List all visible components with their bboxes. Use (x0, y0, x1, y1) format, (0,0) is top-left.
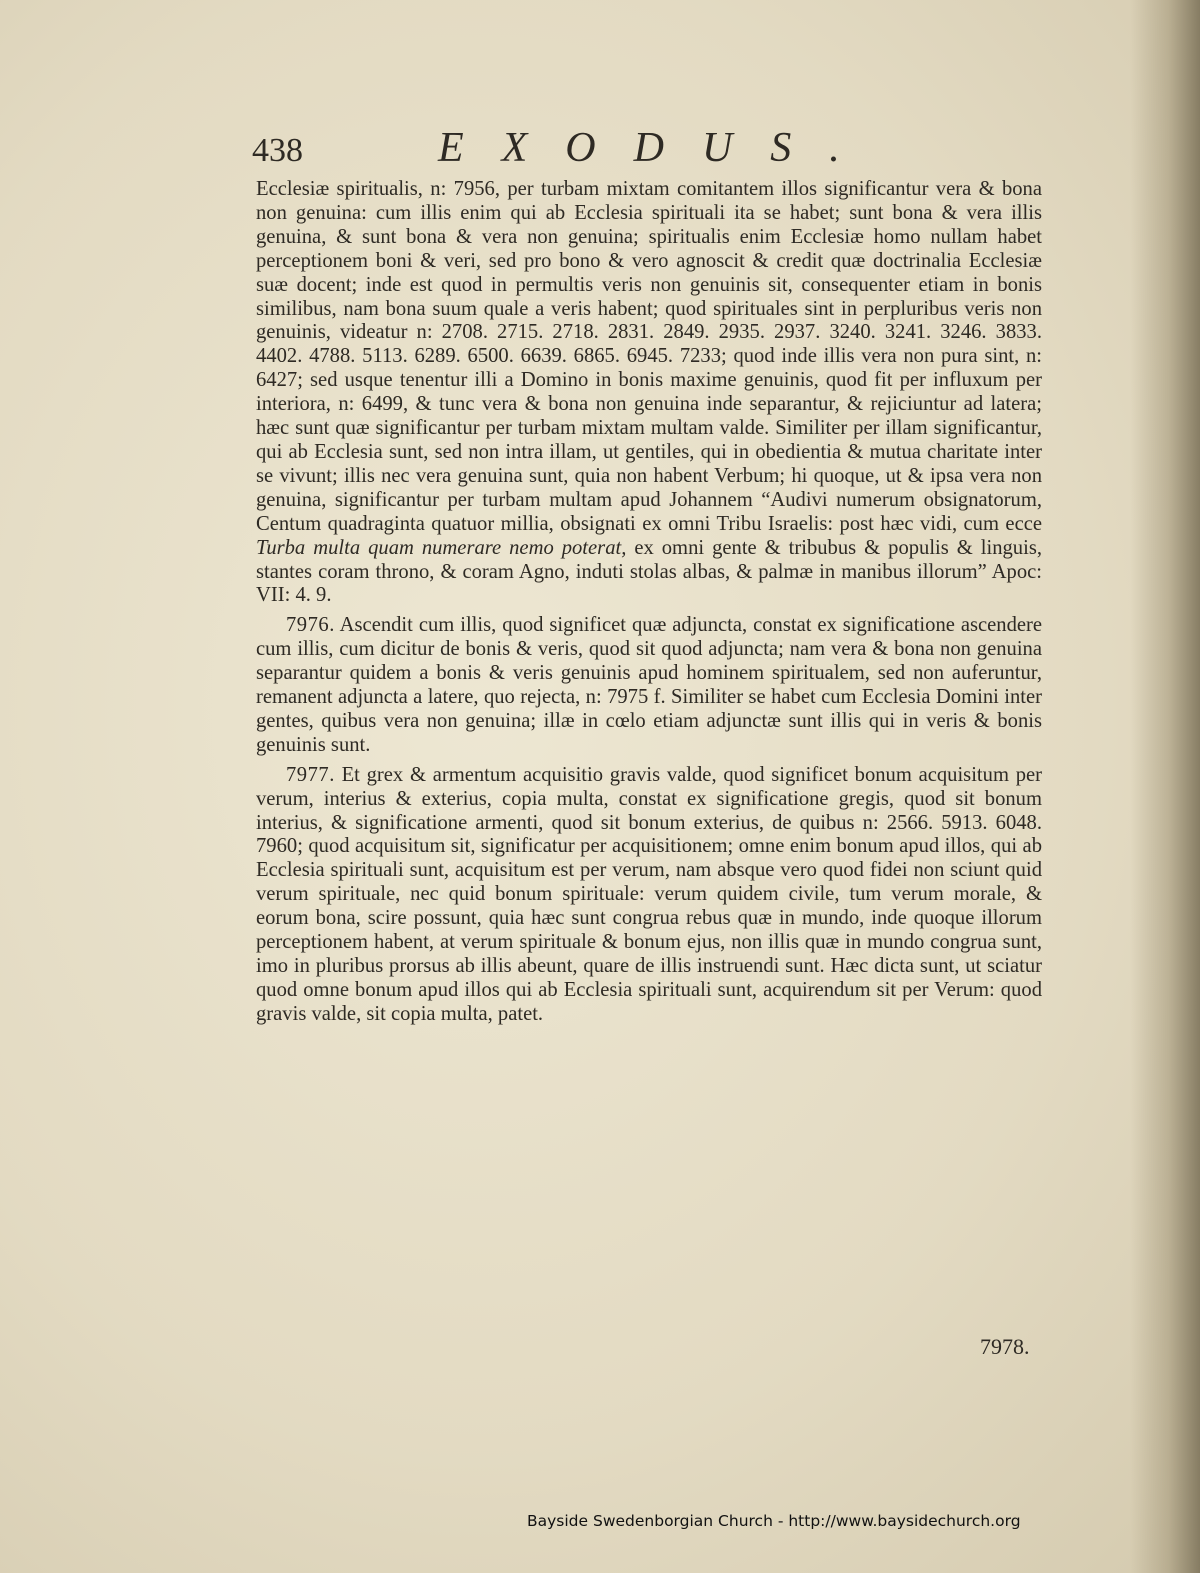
italic-quote: Turba multa quam numerare nemo poterat, (256, 536, 627, 559)
paragraph-text: Et grex & armentum acquisitio gravis valde, quod significet bonum acquisitum per verum, interius & exterius, copia multa, constat ex significatione gregis, quod sit bonum interius, & significatione armenti, quod sit bonum exterius, de quibus n: 2566. 5913. 6048. 7960; quod acquisitum sit, significatur per acquisitionem; omne enim bonum apud illos, qui ab Ecclesia spirituali sunt, acquisitum est per verum, nam absque vero quod fidei non sciunt quid verum spirituale, nec quid bonum spirituale: verum quidem civile, tum verum morale, & eorum bona, scire possunt, quia hæc sunt congrua rebus quæ in mundo, inde quoque illorum perceptionem habent, at verum spirituale & bonum ejus, non illis quæ in mundo congrua sunt, imo in pluribus prorsus ab illis abeunt, quare de illis instruendi sunt. Hæc dicta sunt, ut sciatur quod omne bonum apud illos qui ab Ecclesia spirituali sunt, acquirendum sit per Verum: quod gravis valde, sit copia multa, patet. (256, 763, 1042, 1025)
footer-credit: Bayside Swedenborgian Church - http://www.baysidechurch.org (527, 1512, 1021, 1530)
paragraph-continuation (256, 178, 1042, 608)
running-title: EXODUS. (438, 125, 878, 171)
paragraph-number: 7977. (286, 763, 335, 786)
paragraph-text-after: ex omni gente & tribubus & populis & linguis, stantes coram throno, & coram Agno, induti stolas albas, & palmæ in manibus illorum” Apoc: VII: 4. 9. (256, 536, 1042, 607)
paragraph-7977 (256, 764, 1042, 1027)
page-number: 438 (252, 132, 303, 169)
paragraph-text: Ascendit cum illis, quod significet quæ adjuncta, constat ex significatione ascendere cum illis, cum dicitur de bonis & veris, quod sit quod adjuncta; nam vera & bona non genuina separantur quidem a bonis & veris genuinis apud hominem spiritualem, sed non auferuntur, remanent adjuncta a latere, quo rejecta, n: 7975 f. Similiter se habet cum Ecclesia Domini inter gentes, quibus vera non genuina; illæ in cœlo etiam adjunctæ sunt illis qui in veris & bonis genuinis sunt. (256, 614, 1043, 756)
paragraph-text: Ecclesiæ spiritualis, n: 7956, per turbam mixtam comitantem illos significantur vera & bona non genuina: cum illis enim qui ab Ecclesia spirituali ita se habet; sunt bona & vera illis genuina, & sunt bona & vera non genuina; spiritualis enim Ecclesiæ homo nullam habet perceptionem boni & veri, sed pro bono & vero agnoscit & credit quæ doctrinalia Ecclesiæ suæ docent; inde est quod in permultis veris non genuinis sit, consequenter etiam in bonis similibus, nam bona suum quale a veris habent; quod spirituales sint in perpluribus veris non genuinis, videatur n: 2708. 2715. 2718. 2831. 2849. 2935. 2937. 3240. 3241. 3246. 3833. 4402. 4788. 5113. 6289. 6500. 6639. 6865. 6945. 7233; quod inde illis vera non pura sint, n: 6427; sed usque tenentur illi a Domino in bonis maxime genuinis, quod fit per influxum per interiora, n: 6499, & tunc vera & bona non genuina inde separantur, & rejiciuntur ad latera; hæc sunt quæ significantur per turbam mixtam multam valde. Similiter per illam significantur, qui ab Ecclesia sunt, sed non intra illam, ut gentiles, qui in obedientia & mutua charitate inter se vivunt; illis nec vera genuina sunt, quia non habent Verbum; hi quoque, ut & ipsa vera non genuina, significantur per turbam multam apud Johannem “Audivi numerum obsignatorum, Centum quadraginta quatuor millia, obsignati ex omni Tribu Israelis: post hæc vidi, cum ecce (256, 178, 1042, 535)
paragraph-number: 7976. (286, 614, 335, 637)
catchword: 7978. (980, 1334, 1030, 1359)
body-text (256, 178, 1042, 1033)
paragraph-7976 (256, 614, 1042, 757)
spine-shadow (1130, 0, 1200, 1573)
page-header (252, 124, 892, 172)
